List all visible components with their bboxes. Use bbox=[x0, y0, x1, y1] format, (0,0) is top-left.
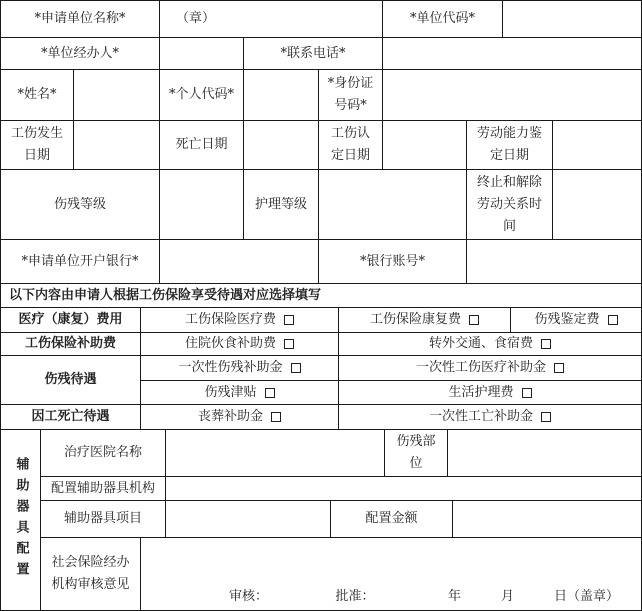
option-transport-subsidy[interactable]: 转外交通、食宿费 bbox=[338, 332, 642, 356]
label-unit-handler: *单位经办人* bbox=[0, 37, 160, 70]
option-appraisal-fee[interactable]: 伤残鉴定费 bbox=[510, 307, 642, 333]
label-applicant-unit-name: *申请单位名称* bbox=[0, 0, 160, 38]
label-medical: 医疗（康复）费用 bbox=[0, 307, 141, 333]
aid-item-field[interactable] bbox=[165, 500, 331, 538]
day-seal-label: 日（盖章） bbox=[553, 589, 619, 604]
label-id-number: *身份证 号码* bbox=[318, 69, 383, 121]
nursing-grade-field[interactable] bbox=[318, 169, 467, 240]
label-contact-phone: *联系电话* bbox=[243, 37, 383, 70]
label-disability-part: 伤残部 位 bbox=[384, 429, 448, 477]
bank-account-field[interactable] bbox=[466, 239, 642, 284]
label-death-date: 死亡日期 bbox=[159, 120, 244, 170]
label-config-amount: 配置金额 bbox=[330, 500, 453, 538]
review-field[interactable] bbox=[140, 537, 642, 611]
label-bank: *申请单位开户银行* bbox=[0, 239, 160, 284]
disability-grade-field[interactable] bbox=[159, 169, 244, 240]
option-lump-sum-medical[interactable]: 一次性工伤医疗补助金 bbox=[338, 355, 642, 381]
label-termination-time: 终止和解除 劳动关系时 间 bbox=[466, 169, 553, 240]
checkbox-icon[interactable] bbox=[554, 363, 564, 373]
year-label: 年 bbox=[447, 589, 461, 604]
checkbox-icon[interactable] bbox=[541, 412, 551, 422]
name-field[interactable] bbox=[73, 69, 160, 121]
checkbox-icon[interactable] bbox=[522, 388, 532, 398]
label-capacity-date: 劳动能力鉴 定日期 bbox=[466, 120, 553, 170]
option-nursing-fee[interactable]: 生活护理费 bbox=[338, 380, 642, 405]
option-medical-fee[interactable]: 工伤保险医疗费 bbox=[140, 307, 339, 333]
checkbox-icon[interactable] bbox=[284, 315, 294, 325]
label-death-benefits: 因工死亡待遇 bbox=[0, 404, 141, 430]
seal-field[interactable]: （章） bbox=[159, 0, 383, 38]
config-amount-field[interactable] bbox=[452, 500, 642, 538]
id-number-field[interactable] bbox=[382, 69, 642, 121]
option-rehab-fee[interactable]: 工伤保险康复费 bbox=[338, 307, 511, 333]
recognition-date-field[interactable] bbox=[382, 120, 467, 170]
termination-time-field[interactable] bbox=[552, 169, 642, 240]
label-disability-benefits: 伤残待遇 bbox=[0, 355, 141, 405]
label-review: 社会保险经办 机构审核意见 bbox=[40, 537, 141, 611]
option-death-subsidy[interactable]: 一次性工亡补助金 bbox=[338, 404, 642, 430]
checkbox-icon[interactable] bbox=[291, 363, 301, 373]
approve-signature-label: 批准： bbox=[335, 589, 375, 604]
label-bank-account: *银行账号* bbox=[318, 239, 467, 284]
personal-code-field[interactable] bbox=[243, 69, 319, 121]
disability-part-field[interactable] bbox=[447, 429, 642, 477]
label-subsidy: 工伤保险补助费 bbox=[0, 332, 141, 356]
label-unit-code: *单位代码* bbox=[382, 0, 503, 38]
label-name: *姓名* bbox=[0, 69, 74, 121]
label-config-org: 配置辅助器具机构 bbox=[40, 476, 166, 501]
label-injury-date: 工伤发生 日期 bbox=[0, 120, 74, 170]
death-date-field[interactable] bbox=[243, 120, 319, 170]
config-org-field[interactable] bbox=[165, 476, 642, 501]
option-disability-allowance[interactable]: 伤残津贴 bbox=[140, 380, 339, 405]
label-assistive-section: 辅助器具配置 bbox=[0, 429, 41, 611]
checkbox-icon[interactable] bbox=[265, 388, 275, 398]
checkbox-icon[interactable] bbox=[608, 315, 618, 325]
label-recognition-date: 工伤认 定日期 bbox=[318, 120, 383, 170]
label-disability-grade: 伤残等级 bbox=[0, 169, 160, 240]
label-hospital-name: 治疗医院名称 bbox=[40, 429, 166, 477]
label-aid-item: 辅助器具项目 bbox=[40, 500, 166, 538]
unit-handler-field[interactable] bbox=[159, 37, 244, 70]
label-personal-code: *个人代码* bbox=[159, 69, 244, 121]
checkbox-icon[interactable] bbox=[469, 315, 479, 325]
month-label: 月 bbox=[500, 589, 514, 604]
checkbox-icon[interactable] bbox=[284, 339, 294, 349]
capacity-date-field[interactable] bbox=[552, 120, 642, 170]
review-signature-label: 审核： bbox=[229, 589, 269, 604]
option-meal-subsidy[interactable]: 住院伙食补助费 bbox=[140, 332, 339, 356]
unit-code-field[interactable] bbox=[502, 0, 642, 38]
option-funeral-subsidy[interactable]: 丧葬补助金 bbox=[140, 404, 339, 430]
label-nursing-grade: 护理等级 bbox=[243, 169, 319, 240]
hospital-name-field[interactable] bbox=[165, 429, 385, 477]
checkbox-icon[interactable] bbox=[271, 412, 281, 422]
instruction-text: 以下内容由申请人根据工伤保险享受待遇对应选择填写 bbox=[0, 283, 642, 308]
contact-phone-field[interactable] bbox=[382, 37, 642, 70]
option-lump-sum-disability[interactable]: 一次性伤残补助金 bbox=[140, 355, 339, 381]
injury-date-field[interactable] bbox=[73, 120, 160, 170]
bank-field[interactable] bbox=[159, 239, 319, 284]
checkbox-icon[interactable] bbox=[541, 339, 551, 349]
